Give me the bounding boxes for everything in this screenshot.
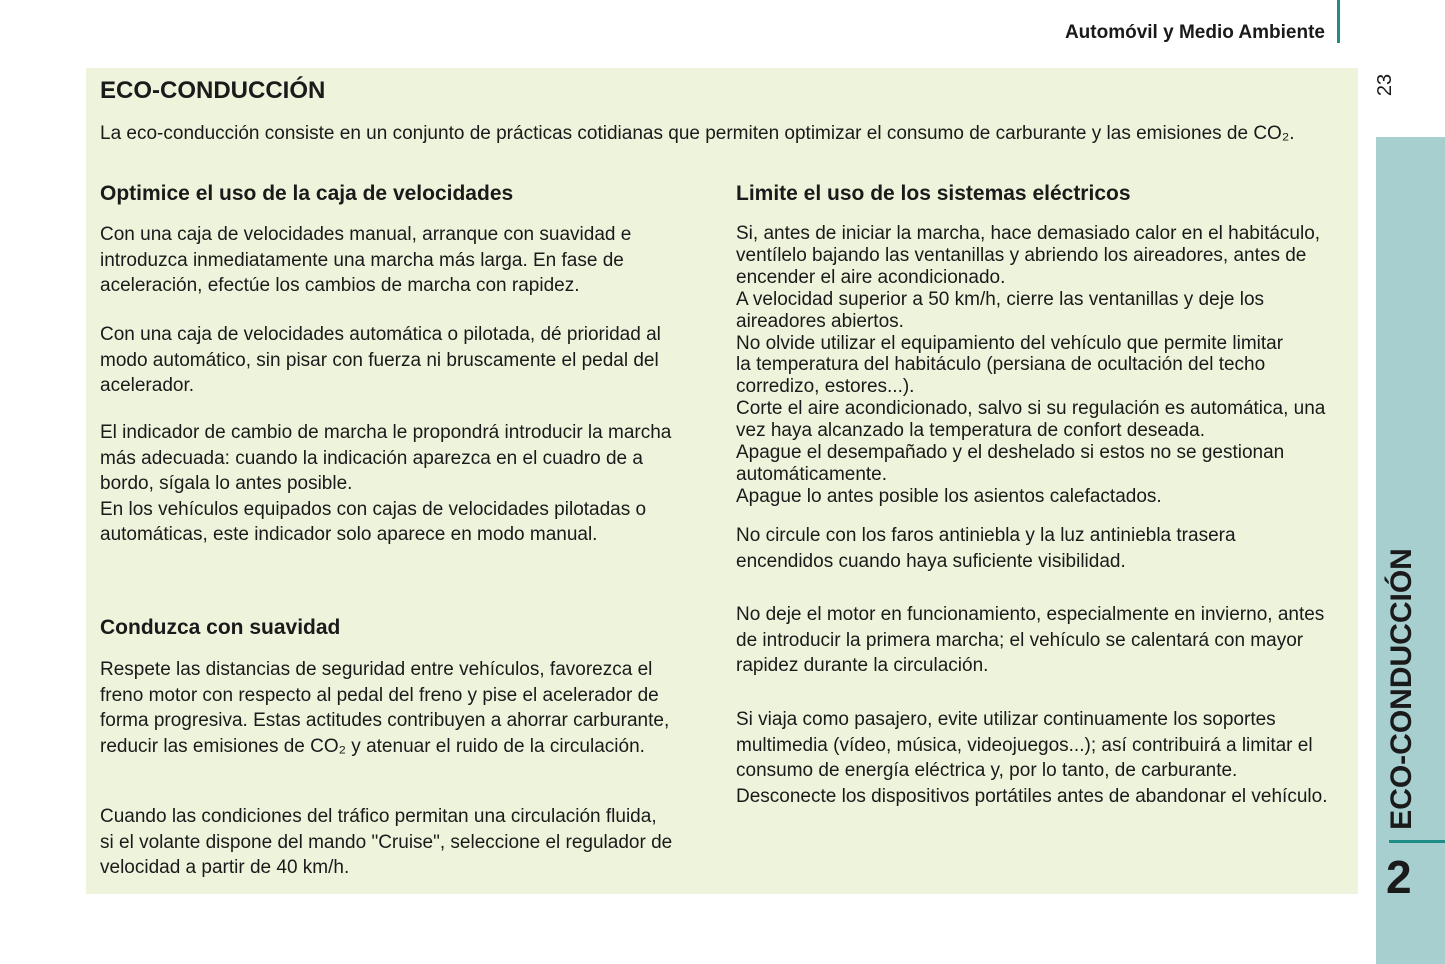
paragraph xyxy=(100,657,669,759)
text-line: freno motor con respecto al pedal del freno y pise el acelerador de xyxy=(100,684,659,706)
text-line: Si, antes de iniciar la marcha, hace demasiado calor en el habitáculo, xyxy=(736,223,1321,244)
chapter-tab-title: ECO-CONDUCCIÓN xyxy=(1385,548,1419,830)
text-line: corredizo, estores...). xyxy=(736,376,915,398)
paragraph xyxy=(736,223,1325,508)
header-divider xyxy=(1337,0,1340,43)
paragraph xyxy=(736,707,1327,809)
text-line: Limite el uso de los sistemas eléctricos xyxy=(736,182,1131,205)
text-line: bordo, sígala lo antes posible. xyxy=(100,473,353,494)
text-line: velocidad a partir de 40 km/h. xyxy=(100,857,350,878)
text-line: A velocidad superior a 50 km/h, cierre las ventanillas y deje los xyxy=(736,288,1265,310)
text-line: acelerador. xyxy=(100,375,195,396)
text-line: forma progresiva. Estas actitudes contribuyen a ahorrar carburante, xyxy=(100,710,670,731)
section-header: Automóvil y Medio Ambiente xyxy=(1064,22,1325,43)
text-line: Desconecte los dispositivos portátiles antes de abandonar el vehículo. xyxy=(736,785,1328,807)
text-line: Con una caja de velocidades manual, arranque con suavidad e xyxy=(100,224,632,245)
paragraph xyxy=(100,322,661,399)
page-number: 23 xyxy=(1373,73,1396,97)
chapter-tab-title-wrap xyxy=(1376,548,1428,830)
text-line: Si viaja como pasajero, evite utilizar continuamente los soportes xyxy=(736,709,1276,730)
chapter-divider xyxy=(1389,840,1445,843)
section-heading xyxy=(736,181,1131,207)
paragraph xyxy=(100,222,631,299)
paragraph xyxy=(100,420,671,548)
text-line: introduzca inmediatamente una marcha más larga. En fase de xyxy=(100,249,624,271)
text-line: No circule con los faros antiniebla y la luz antiniebla trasera xyxy=(736,525,1236,546)
text-line: encender el aire acondicionado. xyxy=(736,266,1006,288)
text-line: Corte el aire acondicionado, salvo si su regulación es automática, una xyxy=(736,398,1326,420)
text-line: Cuando las condiciones del tráfico permitan una circulación fluida, xyxy=(100,806,657,827)
text-line: modo automático, sin pisar con fuerza ni bruscamente el pedal del xyxy=(100,349,659,371)
text-line: vez haya alcanzado la temperatura de confort deseada. xyxy=(736,420,1205,442)
text-line: automáticamente. xyxy=(736,463,888,485)
text-line: rapidez durante la circulación. xyxy=(736,655,989,676)
section-heading xyxy=(100,181,513,207)
text-line: Apague lo antes posible los asientos calefactados. xyxy=(736,485,1162,507)
text-line: de introducir la primera marcha; el vehículo se calentará con mayor xyxy=(736,629,1304,651)
text-line: automáticas, este indicador solo aparece en modo manual. xyxy=(100,524,598,545)
text-line: Conduzca con suavidad xyxy=(100,616,341,639)
intro-text: La eco-conducción consiste en un conjunto de prácticas cotidianas que permiten optimizar el consumo de carburante y las emisiones de CO₂. xyxy=(100,123,1295,144)
text-line: En los vehículos equipados con cajas de velocidades pilotadas o xyxy=(100,498,647,520)
paragraph xyxy=(736,523,1236,574)
text-line: Respete las distancias de seguridad entre vehículos, favorezca el xyxy=(100,659,653,680)
page-title: ECO-CONDUCCIÓN xyxy=(100,77,326,104)
text-line: Optimice el uso de la caja de velocidades xyxy=(100,182,514,205)
text-line: si el volante dispone del mando "Cruise", seleccione el regulador de xyxy=(100,831,673,853)
text-line: Apague el desempañado y el deshelado si estos no se gestionan xyxy=(736,442,1285,464)
text-line: El indicador de cambio de marcha le propondrá introducir la marcha xyxy=(100,422,672,443)
text-line: más adecuada: cuando la indicación aparezca en el cuadro de a xyxy=(100,447,643,469)
paragraph xyxy=(100,804,672,881)
text-line: No deje el motor en funcionamiento, especialmente en invierno, antes xyxy=(736,604,1325,625)
text-line: No olvide utilizar el equipamiento del vehículo que permite limitar xyxy=(736,332,1284,354)
text-line: ventílelo bajando las ventanillas y abriendo los aireadores, antes de xyxy=(736,244,1307,266)
text-line: encendidos cuando haya suficiente visibilidad. xyxy=(736,550,1126,572)
text-line: Con una caja de velocidades automática o pilotada, dé prioridad al xyxy=(100,324,661,345)
text-line: consumo de energía eléctrica y, por lo tanto, de carburante. xyxy=(736,760,1238,781)
section-heading xyxy=(100,615,340,641)
chapter-number: 2 xyxy=(1386,851,1412,903)
text-line: reducir las emisiones de CO₂ y atenuar el ruido de la circulación. xyxy=(100,735,645,757)
text-line: aceleración, efectúe los cambios de marcha con rapidez. xyxy=(100,275,580,296)
text-line: multimedia (vídeo, música, videojuegos...); así contribuirá a limitar el xyxy=(736,734,1313,756)
text-line: aireadores abiertos. xyxy=(736,310,904,332)
paragraph xyxy=(736,602,1324,679)
text-line: la temperatura del habitáculo (persiana de ocultación del techo xyxy=(736,354,1266,376)
